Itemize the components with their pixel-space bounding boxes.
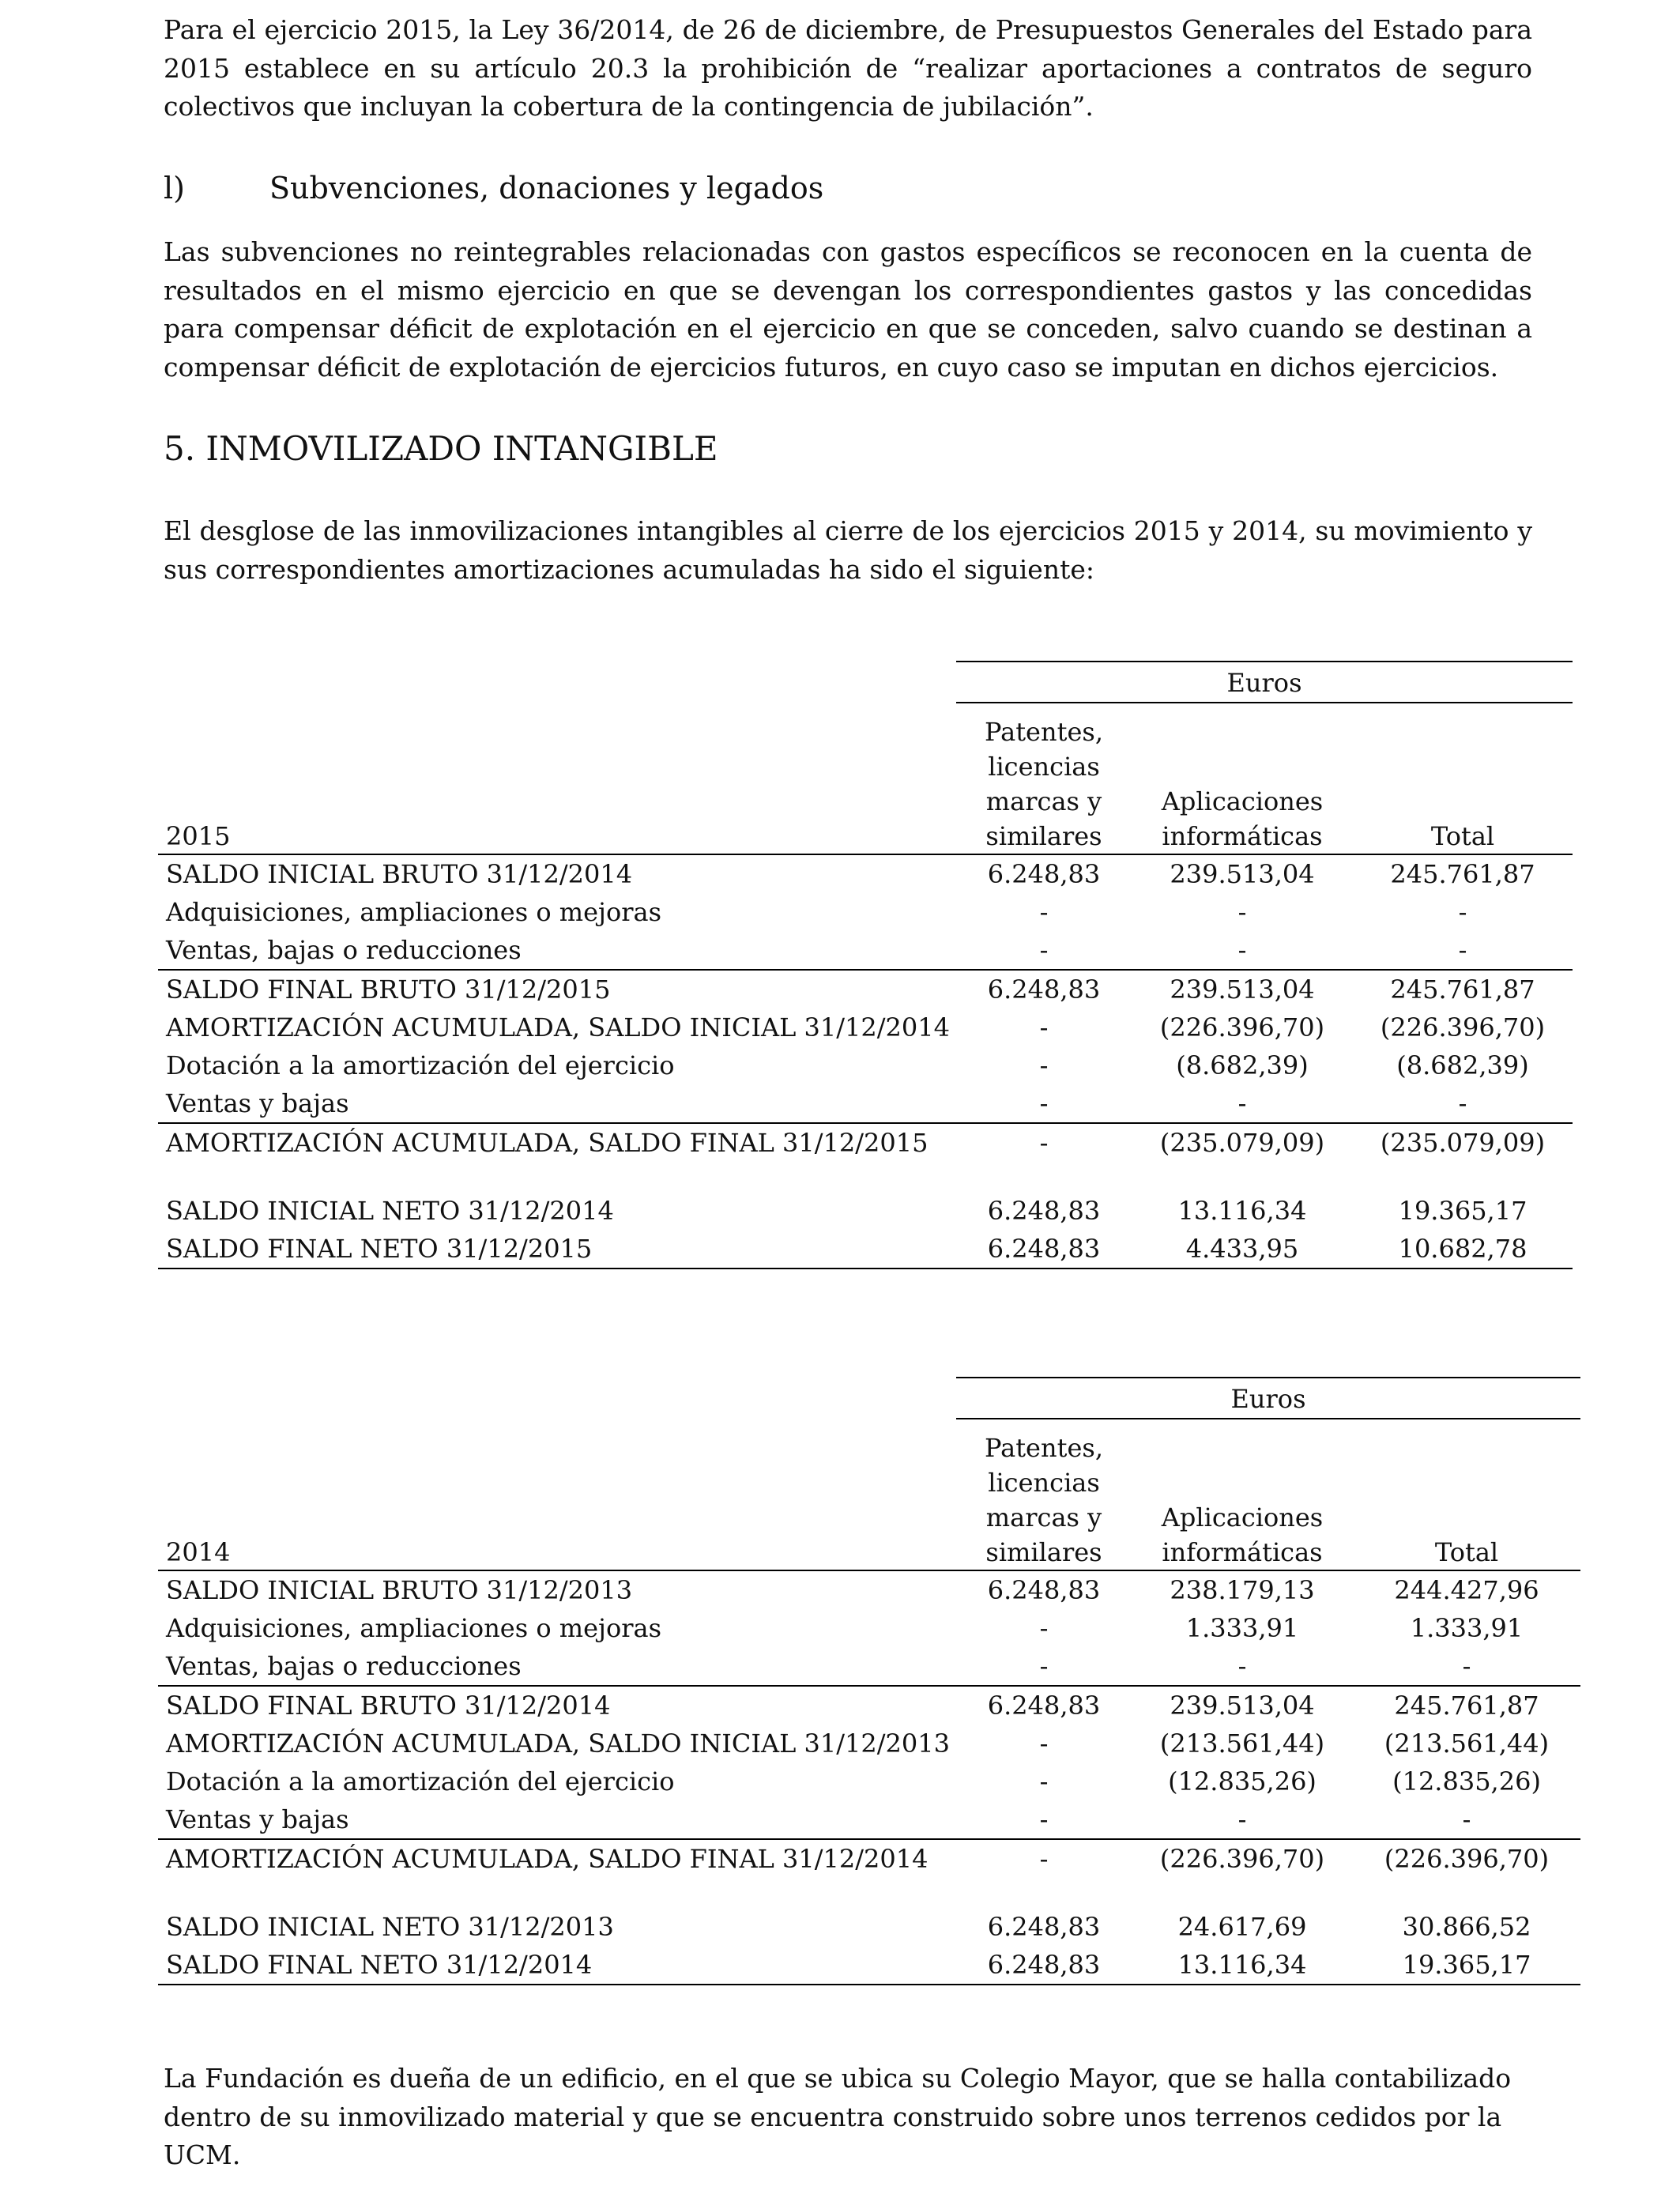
year-label: 2015 — [158, 703, 956, 854]
row-label: Adquisiciones, ampliaciones o mejoras — [166, 1613, 662, 1643]
cell-total: - — [1353, 1647, 1580, 1686]
cell-aplicaciones: - — [1132, 1084, 1353, 1123]
cell-total: (8.682,39) — [1396, 1050, 1529, 1080]
intangible-table-2015 — [158, 661, 1573, 1269]
cell-patentes: 6.248,83 — [987, 1196, 1101, 1226]
cell-aplicaciones: 13.116,34 — [1132, 1946, 1353, 1985]
cell-patentes: - — [1039, 1728, 1049, 1759]
table-row — [158, 1800, 1580, 1839]
cell-patentes: 6.248,83 — [956, 1946, 1132, 1985]
cell-total: 19.365,17 — [1398, 1196, 1527, 1226]
cell-patentes: - — [956, 1084, 1132, 1123]
cell-aplicaciones: 239.513,04 — [1170, 1691, 1315, 1721]
intangible-table-2014 — [158, 1377, 1580, 1985]
table-row — [158, 1686, 1580, 1725]
cell-patentes: - — [1039, 1128, 1049, 1158]
row-label: Ventas, bajas o reducciones — [158, 931, 956, 970]
cell-total: (235.079,09) — [1380, 1128, 1546, 1158]
cell-patentes: - — [1039, 897, 1049, 927]
row-label: SALDO INICIAL BRUTO 31/12/2013 — [166, 1575, 633, 1605]
row-label: SALDO FINAL NETO 31/12/2015 — [158, 1230, 956, 1269]
cell-patentes: 6.248,83 — [987, 859, 1101, 889]
currency-label: Euros — [956, 1378, 1580, 1419]
cell-patentes: - — [1039, 1844, 1049, 1874]
cell-patentes: 6.248,83 — [987, 1691, 1101, 1721]
table-row — [158, 1570, 1580, 1609]
cell-total: (12.835,26) — [1392, 1766, 1541, 1796]
currency-row — [158, 1378, 1580, 1419]
cell-aplicaciones: 239.513,04 — [1170, 974, 1315, 1005]
col-patentes-header: Patentes, licencias marcas y similares — [956, 1419, 1132, 1570]
col-aplicaciones-header: Aplicaciones informáticas — [1132, 703, 1353, 854]
row-label: AMORTIZACIÓN ACUMULADA, SALDO FINAL 31/12/2015 — [166, 1128, 929, 1158]
cell-total: 30.866,52 — [1402, 1912, 1531, 1942]
section-intro-paragraph: El desglose de las inmovilizaciones intangibles al cierre de los ejercicios 2015 y 2014, su movimiento y sus correspondientes amortizaciones acumuladas ha sido el siguiente: — [164, 515, 1532, 585]
cell-aplicaciones: 4.433,95 — [1132, 1230, 1353, 1269]
cell-total: 245.761,87 — [1390, 859, 1535, 889]
header-row — [158, 1419, 1580, 1570]
table-row — [158, 1647, 1580, 1686]
row-label: Ventas y bajas — [158, 1800, 956, 1839]
cell-total: - — [1353, 1084, 1573, 1123]
cell-total: 245.761,87 — [1390, 974, 1535, 1005]
cell-aplicaciones: - — [1132, 931, 1353, 970]
subsection-title: Subvenciones, donaciones y legados — [269, 171, 824, 205]
cell-total: - — [1353, 1800, 1580, 1839]
cell-patentes: - — [956, 931, 1132, 970]
row-label: SALDO INICIAL NETO 31/12/2014 — [166, 1196, 614, 1226]
cell-total: (226.396,70) — [1380, 1012, 1546, 1042]
cell-aplicaciones: (12.835,26) — [1168, 1766, 1317, 1796]
table-row — [158, 1046, 1573, 1084]
table-row — [158, 1908, 1580, 1946]
closing-paragraph: La Fundación es dueña de un edificio, en el que se ubica su Colegio Mayor, que se halla contabilizado dentro de su inmovilizado material y que se encuentra construido sobre unos terrenos cedidos por la UCM. — [164, 2063, 1512, 2170]
currency-row — [158, 662, 1573, 703]
cell-patentes: - — [1039, 1050, 1049, 1080]
cell-patentes: 6.248,83 — [987, 1575, 1101, 1605]
cell-aplicaciones: (226.396,70) — [1159, 1844, 1325, 1874]
row-label: AMORTIZACIÓN ACUMULADA, SALDO FINAL 31/12/2014 — [166, 1844, 929, 1874]
cell-patentes: - — [1039, 1012, 1049, 1042]
intro-paragraph: Para el ejercicio 2015, la Ley 36/2014, de 26 de diciembre, de Presupuestos Generales del Estado para 2015 establece en su artículo 20.3 la prohibición de “realizar aportaciones a contratos de seguro colectivos que incluyan la cobertura de la contingencia de jubilación”. — [164, 14, 1532, 122]
table-row — [158, 1725, 1580, 1762]
row-label: Ventas, bajas o reducciones — [158, 1647, 956, 1686]
table-row — [158, 1839, 1580, 1878]
header-row — [158, 703, 1573, 854]
subsection-paragraph: Las subvenciones no reintegrables relacionadas con gastos específicos se reconocen en la cuenta de resultados en el mismo ejercicio en que se devengan los correspondientes gastos y las concedidas para compensar déficit de explotación en el ejercicio en que se conceden, salvo cuando se destinan a compensar déficit de explotación de ejercicios futuros, en cuyo caso se imputan en dichos ejercicios. — [164, 236, 1532, 383]
cell-patentes: - — [1039, 1613, 1049, 1643]
table-row — [158, 1123, 1573, 1162]
col-total-header: Total — [1353, 1419, 1580, 1570]
row-label: SALDO FINAL BRUTO 31/12/2014 — [166, 1691, 611, 1721]
table-row — [158, 1946, 1580, 1985]
table-row — [158, 1230, 1573, 1269]
row-label: SALDO INICIAL NETO 31/12/2013 — [166, 1912, 614, 1942]
subsection-letter: l) — [164, 171, 185, 205]
cell-patentes: 6.248,83 — [987, 1912, 1101, 1942]
col-patentes-header: Patentes, licencias marcas y similares — [956, 703, 1132, 854]
cell-aplicaciones: (235.079,09) — [1159, 1128, 1325, 1158]
table-row — [158, 1192, 1573, 1230]
cell-total: 245.761,87 — [1394, 1691, 1539, 1721]
cell-patentes: 6.248,83 — [987, 974, 1101, 1005]
table-row — [158, 970, 1573, 1008]
cell-aplicaciones: 24.617,69 — [1177, 1912, 1307, 1942]
cell-total: 1.333,91 — [1410, 1613, 1524, 1643]
cell-aplicaciones: (8.682,39) — [1176, 1050, 1309, 1080]
currency-label: Euros — [956, 662, 1573, 703]
cell-aplicaciones: 13.116,34 — [1177, 1196, 1307, 1226]
table-row — [158, 1609, 1580, 1647]
col-aplicaciones-header: Aplicaciones informáticas — [1132, 1419, 1353, 1570]
cell-aplicaciones: (213.561,44) — [1159, 1728, 1325, 1759]
spacer-row — [158, 1878, 1580, 1908]
cell-total: 244.427,96 — [1394, 1575, 1539, 1605]
row-label: SALDO FINAL NETO 31/12/2014 — [158, 1946, 956, 1985]
cell-total: (213.561,44) — [1384, 1728, 1550, 1759]
row-label: Dotación a la amortización del ejercicio — [166, 1766, 675, 1796]
cell-patentes: - — [1039, 1766, 1049, 1796]
subsection-heading — [164, 168, 823, 209]
col-total-header: Total — [1353, 703, 1573, 854]
cell-total: 19.365,17 — [1353, 1946, 1580, 1985]
row-label: Ventas y bajas — [158, 1084, 956, 1123]
table-row — [158, 931, 1573, 970]
spacer-row — [158, 1162, 1573, 1192]
cell-total: - — [1458, 897, 1467, 927]
row-label: AMORTIZACIÓN ACUMULADA, SALDO INICIAL 31/12/2014 — [166, 1012, 950, 1042]
row-label: Adquisiciones, ampliaciones o mejoras — [166, 897, 662, 927]
row-label: SALDO FINAL BRUTO 31/12/2015 — [166, 974, 611, 1005]
cell-total: (226.396,70) — [1384, 1844, 1550, 1874]
cell-aplicaciones: - — [1132, 1647, 1353, 1686]
cell-aplicaciones: - — [1237, 897, 1247, 927]
table-row — [158, 1008, 1573, 1046]
section-title: 5. INMOVILIZADO INTANGIBLE — [164, 429, 718, 468]
cell-aplicaciones: 238.179,13 — [1170, 1575, 1315, 1605]
cell-patentes: 6.248,83 — [956, 1230, 1132, 1269]
year-label: 2014 — [158, 1419, 956, 1570]
table-row — [158, 854, 1573, 893]
table-row — [158, 893, 1573, 931]
table-row — [158, 1084, 1573, 1123]
cell-patentes: - — [956, 1800, 1132, 1839]
cell-aplicaciones: 1.333,91 — [1185, 1613, 1299, 1643]
cell-total: - — [1353, 931, 1573, 970]
cell-total: 10.682,78 — [1353, 1230, 1573, 1269]
cell-patentes: - — [956, 1647, 1132, 1686]
row-label: AMORTIZACIÓN ACUMULADA, SALDO INICIAL 31/12/2013 — [166, 1728, 950, 1759]
row-label: Dotación a la amortización del ejercicio — [166, 1050, 675, 1080]
cell-aplicaciones: - — [1132, 1800, 1353, 1839]
cell-aplicaciones: 239.513,04 — [1170, 859, 1315, 889]
row-label: SALDO INICIAL BRUTO 31/12/2014 — [166, 859, 633, 889]
cell-aplicaciones: (226.396,70) — [1159, 1012, 1325, 1042]
table-row — [158, 1762, 1580, 1800]
